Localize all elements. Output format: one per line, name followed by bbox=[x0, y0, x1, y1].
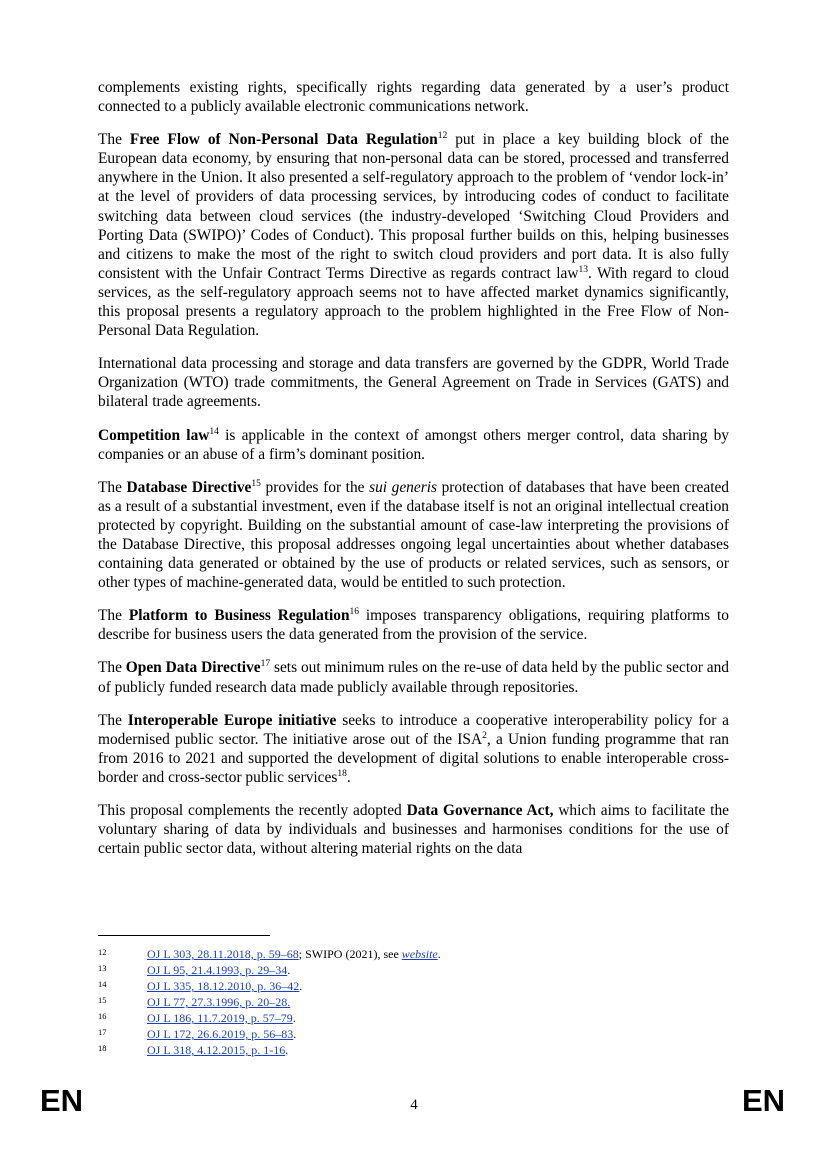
footnote-16 bbox=[98, 1010, 729, 1026]
footnote-text-part: ; SWIPO (2021), see bbox=[298, 947, 402, 961]
footnote-separator bbox=[98, 935, 270, 936]
paragraph-text: This proposal complements the recently adopted bbox=[98, 802, 407, 819]
footnote-18 bbox=[98, 1042, 729, 1058]
bold-term: Competition law bbox=[98, 426, 210, 444]
website-link[interactable]: website bbox=[401, 947, 438, 961]
language-code-left: EN bbox=[40, 1083, 84, 1118]
footnote-link[interactable]: OJ L 95, 21.4.1993, p. 29–34 bbox=[147, 963, 288, 977]
footnote-ref[interactable]: 15 bbox=[251, 478, 261, 489]
footnote-link[interactable]: OJ L 186, 11.7.2019, p. 57–79 bbox=[147, 1011, 293, 1025]
footnote-text-part: . bbox=[437, 947, 441, 961]
footnote-ref[interactable]: 14 bbox=[209, 426, 219, 437]
language-code-right: EN bbox=[742, 1083, 786, 1118]
italic-term: sui generis bbox=[369, 478, 437, 496]
footnote-number: 12 bbox=[98, 947, 107, 957]
page-number: 4 bbox=[410, 1097, 418, 1113]
footnote-ref[interactable]: 13 bbox=[578, 264, 588, 275]
paragraph-interoperable bbox=[98, 711, 729, 787]
paragraph-open-data bbox=[98, 658, 729, 696]
footnote-ref[interactable]: 18 bbox=[337, 768, 347, 779]
footnote-15 bbox=[98, 994, 729, 1010]
footnote-link[interactable]: OJ L 77, 27.3.1996, p. 20–28. bbox=[147, 995, 291, 1009]
bold-term: Database Directive bbox=[126, 478, 252, 496]
paragraph-text: is applicable in the context of amongst others merger control, data sharing by companies or an abuse of a firm’s dominant position. bbox=[98, 426, 729, 463]
footnote-number: 15 bbox=[98, 995, 107, 1005]
footnote-text-part: . bbox=[285, 1043, 289, 1057]
bold-term: Free Flow of Non-Personal Data Regulation bbox=[129, 131, 438, 149]
paragraph-text: The bbox=[98, 478, 127, 496]
superscript: 2 bbox=[482, 730, 487, 741]
paragraph-international bbox=[98, 354, 729, 411]
footnote-link[interactable]: OJ L 172, 26.6.2019, p. 56–83 bbox=[147, 1027, 294, 1041]
footnote-14 bbox=[98, 978, 729, 994]
paragraph-text: provides for the bbox=[260, 478, 370, 496]
bold-term: Platform to Business Regulation bbox=[128, 607, 350, 625]
paragraph-text: , a Union funding programme that ran from 2016 to 2021 and supported the development of digital solutions to enable interoperable cross-border and cross-sector public services bbox=[98, 730, 729, 786]
footnote-text bbox=[147, 994, 290, 1010]
paragraph-text: The bbox=[98, 131, 130, 149]
paragraph-data-governance bbox=[98, 801, 729, 858]
footnote-text-part: . bbox=[292, 1011, 296, 1025]
footnote-ref[interactable]: 17 bbox=[260, 659, 271, 670]
paragraph-free-flow bbox=[98, 130, 729, 340]
paragraph-text: . bbox=[346, 768, 351, 786]
footnote-link[interactable]: OJ L 335, 18.12.2010, p. 36–42 bbox=[147, 979, 300, 993]
paragraph-database bbox=[98, 478, 729, 593]
paragraph-text: protection of databases that have been created as a result of a substantial investment, even if the database itself is not an original intellectual creation protected by copyright. Building on the substantial amount of case-law interpreting the provisions of the Database Directive, this proposal addresses ongoing legal uncertainties about whether databases containing data generated or obtained by the use of products or related services, such as sensors, or other types of machine-generated data, would be entitled to such protection. bbox=[98, 478, 729, 592]
footnote-12 bbox=[98, 946, 729, 962]
footnote-number: 16 bbox=[98, 1011, 107, 1021]
footnote-link[interactable]: OJ L 303, 28.11.2018, p. 59–68 bbox=[147, 947, 299, 961]
paragraph-text: put in place a key building block of the European data economy, by ensuring that non-personal data can be stored, processed and transferred anywhere in the Union. It also presented a self-regulatory approach to the problem of ‘vendor lock-in’ at the level of providers of data processing services, by introducing codes of conduct to facilitate switching data between cloud services (the industry-developed ‘Switching Cloud Providers and Porting Data (SWIPO)’ Codes of Conduct). This proposal further builds on this, helping businesses and citizens to make the most of the right to switch cloud providers and port data. It is also fully consistent with the Unfair Contract Terms Directive as regards contract law bbox=[98, 131, 729, 282]
paragraph-text: sets out minimum rules on the re-use of data held by the public sector and of publicly funded research data made publicly available through repositories. bbox=[98, 659, 730, 696]
paragraph-competition bbox=[98, 426, 729, 464]
footnote-text bbox=[147, 962, 290, 978]
footnote-text bbox=[147, 1042, 288, 1058]
paragraph-text: International data processing and storage and data transfers are governed by the GDPR, World Trade Organization (WTO) trade commitments, the General Agreement on Trade in Services (GATS) and bilateral trade agreements. bbox=[98, 355, 729, 411]
paragraph-text: The bbox=[98, 659, 126, 677]
footnote-ref[interactable]: 16 bbox=[349, 607, 360, 618]
bold-term: Interoperable Europe initiative bbox=[127, 711, 337, 729]
paragraph-text: The bbox=[98, 711, 128, 729]
footnote-number: 18 bbox=[98, 1043, 107, 1053]
paragraph-text: which aims to facilitate the voluntary sharing of data by individuals and businesses and harmonises conditions for the use of certain public sector data, without altering material rights on the data bbox=[98, 802, 729, 858]
footnote-link[interactable]: OJ L 318, 4.12.2015, p. 1-16 bbox=[147, 1043, 286, 1057]
bold-term: Open Data Directive bbox=[125, 659, 261, 677]
bold-term: Data Governance Act, bbox=[406, 802, 554, 819]
footnote-text-part: . bbox=[293, 1027, 297, 1041]
footnote-text bbox=[147, 1026, 296, 1042]
document-body bbox=[98, 78, 729, 872]
footnotes bbox=[98, 946, 729, 1058]
paragraph-text: complements existing rights, specifically rights regarding data generated by a user’s product connected to a publicly available electronic communications network. bbox=[98, 79, 729, 116]
paragraph-text: seeks to introduce a cooperative interoperability policy for a modernised public sector. The initiative arose out of the ISA bbox=[98, 711, 730, 748]
footnote-text bbox=[147, 946, 441, 962]
paragraph-text: The bbox=[98, 607, 129, 625]
footnote-17 bbox=[98, 1026, 729, 1042]
footnote-text bbox=[147, 978, 302, 994]
paragraph-platform bbox=[98, 606, 729, 644]
footnote-text bbox=[147, 1010, 296, 1026]
footnote-ref[interactable]: 12 bbox=[437, 131, 448, 142]
footnote-text-part: . bbox=[287, 963, 291, 977]
footnote-number: 14 bbox=[98, 979, 107, 989]
paragraph-text: imposes transparency obligations, requiring platforms to describe for business users the data generated from the provision of the service. bbox=[98, 607, 729, 644]
paragraph-text: . With regard to cloud services, as the self-regulatory approach seems not to have affected market dynamics significantly, this proposal presents a regulatory approach to the problem highlighted in the Free Flow of Non-Personal Data Regulation. bbox=[98, 264, 729, 340]
footnote-13 bbox=[98, 962, 729, 978]
footnote-number: 13 bbox=[98, 963, 107, 973]
paragraph-intro bbox=[98, 78, 729, 116]
footnote-number: 17 bbox=[98, 1027, 107, 1037]
footnote-text-part: . bbox=[299, 979, 303, 993]
